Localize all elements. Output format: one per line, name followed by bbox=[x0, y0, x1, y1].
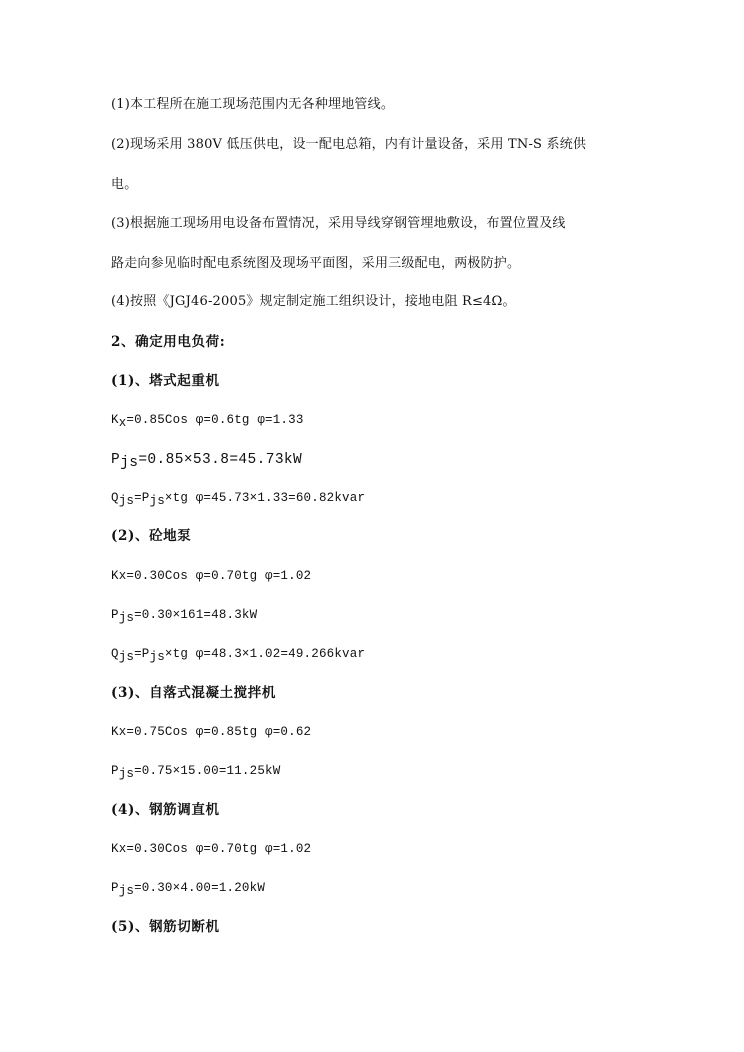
formula-body: Kx=0.75Cos φ=0.85tg φ=0.62 bbox=[111, 725, 312, 739]
formula-body: =P bbox=[134, 647, 150, 661]
paragraph-2-line-1: (2)现场采用 380V 低压供电，设一配电总箱，内有计量设备，采用 TN-S 系统供 bbox=[111, 137, 587, 152]
formula-subscript: js bbox=[118, 611, 135, 625]
formula-body: =0.75×15.00=11.25kW bbox=[134, 764, 281, 778]
formula-symbol: P bbox=[111, 608, 119, 622]
heading-straightener: (4)、钢筋调直机 bbox=[111, 802, 220, 818]
formula-subscript: x bbox=[118, 416, 127, 430]
formula-body: Kx=0.30Cos φ=0.70tg φ=1.02 bbox=[111, 842, 312, 856]
formula-subscript: js bbox=[149, 650, 165, 664]
formula-symbol: K bbox=[111, 413, 119, 427]
formula-straightener-pjs bbox=[111, 879, 651, 897]
formula-body: =0.85×53.8=45.73kW bbox=[138, 452, 303, 468]
paragraph-3-line-1: (3)根据施工现场用电设备布置情况，采用导线穿钢管埋地敷设，布置位置及线 bbox=[111, 216, 566, 231]
formula-body: =0.85Cos φ=0.6tg φ=1.33 bbox=[126, 413, 304, 427]
formula-subscript: js bbox=[118, 494, 135, 508]
formula-mixer-pjs bbox=[111, 762, 651, 780]
paragraph-3-line-2: 路走向参见临时配电系统图及现场平面图，采用三级配电，两极防护。 bbox=[111, 256, 521, 271]
formula-body: =0.30×4.00=1.20kW bbox=[134, 881, 266, 895]
paragraph-1: (1)本工程所在施工现场范围内无各种埋地管线。 bbox=[111, 97, 395, 112]
formula-symbol: Q bbox=[111, 647, 119, 661]
formula-body: ×tg φ=48.3×1.02=49.266kvar bbox=[164, 647, 366, 661]
formula-body: Kx=0.30Cos φ=0.70tg φ=1.02 bbox=[111, 569, 312, 583]
formula-tower-crane-pjs bbox=[111, 449, 651, 469]
formula-symbol: P bbox=[111, 452, 121, 468]
formula-body: =0.30×161=48.3kW bbox=[134, 608, 258, 622]
heading-concrete-pump: (2)、砼地泵 bbox=[111, 528, 192, 544]
formula-body: ×tg φ=45.73×1.33=60.82kvar bbox=[164, 491, 366, 505]
formula-tower-crane-qjs bbox=[111, 489, 651, 507]
heading-mixer: (3)、自落式混凝土搅拌机 bbox=[111, 685, 276, 701]
formula-symbol: Q bbox=[111, 491, 119, 505]
formula-subscript: js bbox=[118, 650, 135, 664]
paragraph-4: (4)按照《JGJ46-2005》规定制定施工组织设计，接地电阻 R≤4Ω。 bbox=[111, 294, 516, 309]
section-heading-load: 2、确定用电负荷: bbox=[111, 334, 226, 350]
heading-tower-crane: (1)、塔式起重机 bbox=[111, 373, 220, 389]
formula-subscript: js bbox=[118, 884, 135, 898]
formula-mixer-kx bbox=[111, 723, 651, 741]
formula-subscript: js bbox=[120, 455, 139, 471]
heading-cutter: (5)、钢筋切断机 bbox=[111, 919, 220, 935]
formula-tower-crane-kx bbox=[111, 411, 651, 429]
formula-body: =P bbox=[134, 491, 150, 505]
formula-concrete-pump-qjs bbox=[111, 645, 651, 663]
formula-symbol: P bbox=[111, 764, 119, 778]
formula-subscript: js bbox=[149, 494, 165, 508]
paragraph-2-line-2: 电。 bbox=[111, 177, 138, 192]
formula-straightener-kx bbox=[111, 840, 651, 858]
formula-concrete-pump-kx bbox=[111, 567, 651, 585]
formula-concrete-pump-pjs bbox=[111, 606, 651, 624]
formula-symbol: P bbox=[111, 881, 119, 895]
formula-subscript: js bbox=[118, 767, 135, 781]
